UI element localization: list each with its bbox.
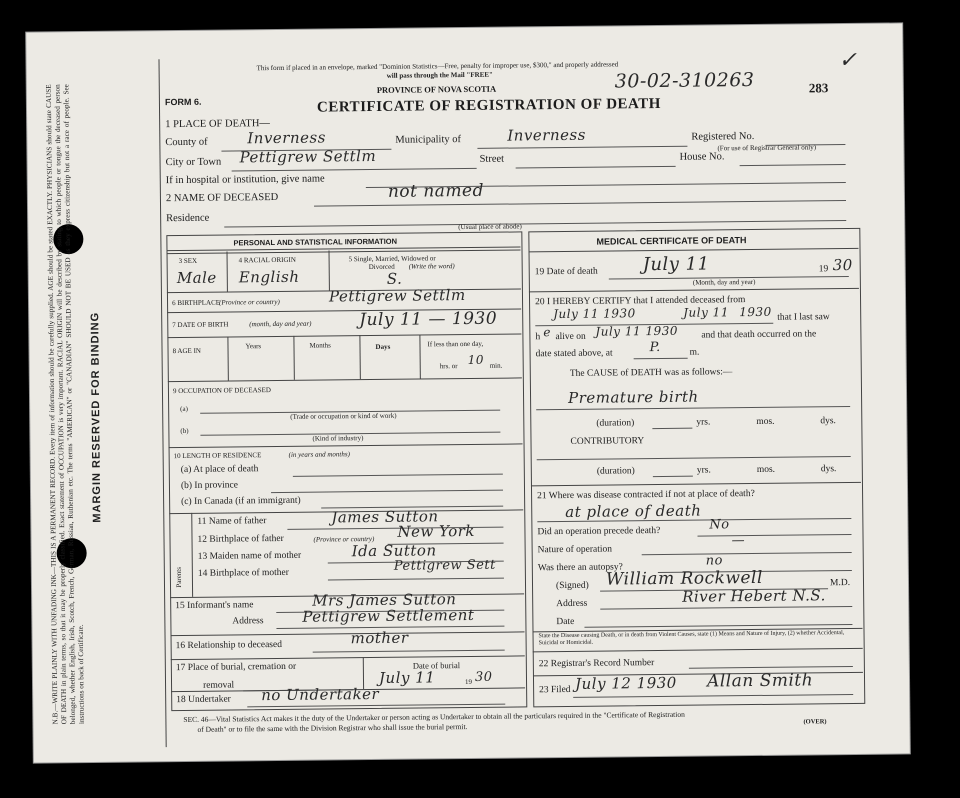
- registrar-signature: Allan Smith: [706, 670, 814, 692]
- certificate-paper: [26, 23, 910, 762]
- province: PROVINCE OF NOVA SCOTIA: [376, 83, 497, 95]
- registered-label: Registered No.: [691, 130, 755, 143]
- sex-value: Male: [176, 268, 217, 288]
- physician-date-label: Date: [556, 616, 575, 628]
- page-number: 283: [808, 80, 829, 96]
- yrs-1: yrs.: [696, 417, 711, 428]
- cause-instructions: State the Disease causing Death, or in death from Violent Causes, state (1) Means and Nature of Injury, (2) whether Accidental, Suicidal or Homicidal.: [538, 630, 845, 647]
- dob-note: (month, day and year): [249, 319, 312, 329]
- marital-value: S.: [386, 269, 403, 288]
- residence-length-note: (in years and months): [288, 450, 350, 459]
- physician-address-value: River Hebert N.S.: [682, 586, 826, 606]
- mother-value: Ida Sutton: [351, 541, 437, 561]
- duration-2: (duration): [596, 466, 635, 477]
- dys-2: dys.: [820, 464, 837, 475]
- less-than-day: If less than one day,: [427, 339, 484, 349]
- city-label: City or Town: [165, 156, 222, 169]
- certify-label: 20 I HEREBY CERTIFY that I attended deceased from: [535, 295, 746, 308]
- removal-label: removal: [202, 680, 235, 691]
- attended-to-year: 1930: [739, 304, 772, 320]
- margin-instructions: N.B.—WRITE PLAINLY WITH UNFADING INK—THIS IS A PERMANENT RECORD. Every item of information should be carefully supplied. AGE should be stated EXACTLY. PHYSICIANS should state CAUSE OF DEATH in plain terms, so that it may be properly classified. Exact statement of OCCUPATION is very important. RACIAL ORIGIN will be described by stating to which people or tongue the deceased person belonged, whether English, Irish, Scotch, French, German, Russian, Ruthenian etc. The terms "AMERICAN" or "CANADIAN" SHOULD NOT BE USED as they express citizenship but not a race of people. See instructions on back of Certificate.: [44, 84, 86, 725]
- burial-year-prefix: 19: [464, 677, 473, 687]
- father-value: James Sutton: [331, 507, 439, 527]
- marital-note: (Write the word): [408, 262, 455, 271]
- occupation-a: (a): [180, 404, 188, 414]
- cause-value: Premature birth: [567, 387, 699, 407]
- envelope-note: This form if placed in an envelope, marked "Dominion Statistics—Free, penalty for improper use, $300," and properly addressed: [256, 60, 619, 73]
- birthplace-value: Pettigrew Settlm: [328, 286, 466, 306]
- informant-label: 15 Informant's name: [175, 600, 254, 612]
- relationship-label: 16 Relationship to deceased: [175, 639, 283, 652]
- dob-label: 7 DATE OF BIRTH: [172, 320, 229, 330]
- residence-note: (Usual place of abode): [458, 222, 522, 232]
- alive-pronoun: e: [543, 325, 552, 340]
- disease-contracted-label: 21 Where was disease contracted if not at place of death?: [537, 489, 755, 502]
- father-birthplace-note: (Province or country): [313, 534, 375, 544]
- residence-c: (c) In Canada (if an immigrant): [181, 495, 301, 508]
- occupation-b-note: (Kind of industry): [312, 434, 364, 443]
- house-label: House No.: [679, 151, 725, 163]
- check-mark: ✓: [838, 47, 858, 74]
- burial-label: 17 Place of burial, cremation or: [175, 661, 297, 674]
- place-of-death-label: 1 PLACE OF DEATH—: [165, 118, 270, 131]
- informant-address-label: Address: [232, 616, 264, 627]
- over-label: (OVER): [803, 718, 827, 726]
- cause-label: The CAUSE of DEATH was as follows:—: [569, 367, 733, 379]
- margin-title: MARGIN RESERVED FOR BINDING: [89, 311, 104, 523]
- filed-label: 23 Filed: [539, 684, 571, 696]
- time-suffix: m.: [689, 347, 700, 358]
- operation-value: No: [709, 517, 730, 533]
- medical-heading: MEDICAL CERTIFICATE OF DEATH: [596, 235, 747, 247]
- mos-2: mos.: [756, 464, 776, 475]
- undertaker-value: no Undertaker: [261, 684, 380, 705]
- death-occurred-label: and that death occurred on the: [701, 329, 817, 341]
- operation-label: Did an operation precede death?: [537, 525, 661, 538]
- municipality-value: Inverness: [507, 125, 586, 145]
- attended-to: July 11: [683, 305, 729, 320]
- yrs-2: yrs.: [696, 465, 711, 476]
- signed-label: (Signed): [555, 580, 589, 592]
- father-label: 11 Name of father: [197, 516, 267, 527]
- marital-label-2: Divorced: [368, 262, 395, 272]
- relationship-value: mother: [350, 628, 409, 648]
- attended-from: July 11 1930: [553, 306, 636, 322]
- autopsy-label: Was there an autopsy?: [537, 562, 623, 574]
- occupation-b: (b): [180, 426, 189, 436]
- residence-label: Residence: [166, 212, 210, 225]
- race-value: English: [238, 267, 300, 287]
- age-label: 8 AGE IN: [172, 346, 201, 356]
- sec46-note-2: of Death" or to file the same with the Division Registrar who shall issue the burial permit.: [197, 722, 468, 734]
- envelope-note-2: will pass through the Mail "FREE": [386, 70, 493, 80]
- hrs-label: hrs. or: [439, 362, 458, 371]
- undertaker-label: 18 Undertaker: [176, 694, 231, 706]
- physician-address-label: Address: [556, 598, 588, 610]
- dys-1: dys.: [820, 416, 836, 427]
- registrar-record-label: 22 Registrar's Record Number: [538, 658, 655, 670]
- burial-year: 30: [474, 669, 493, 685]
- residence-b: (b) In province: [180, 480, 238, 492]
- informant-value: Mrs James Sutton: [312, 590, 457, 610]
- filed-date: July 12 1930: [574, 673, 677, 693]
- date-of-death-value: July 11: [642, 253, 710, 276]
- sec46-note: SEC. 46—Vital Statistics Act makes it the duty of the Undertaker or person acting as Undertaker to obtain all the particulars required in the "Certificate of Registration: [183, 709, 685, 724]
- father-birthplace-value: New York: [397, 521, 476, 541]
- date-of-death-year: 30: [832, 255, 853, 275]
- county-label: County of: [165, 136, 208, 149]
- parents-label: Parents: [174, 566, 184, 588]
- county-value: Inverness: [247, 128, 326, 148]
- residence-a: (a) At place of death: [180, 464, 259, 476]
- occupation-label: 9 OCCUPATION OF DECEASED: [172, 386, 271, 396]
- name-value: not named: [387, 180, 485, 202]
- burial-date-label: Date of burial: [412, 660, 461, 671]
- mos-1: mos.: [756, 416, 775, 427]
- alive-date: July 11 1930: [595, 323, 679, 339]
- dob-value: July 11 — 1930: [359, 308, 498, 331]
- city-value: Pettigrew Settlm: [239, 146, 377, 167]
- residence-length-label: 10 LENGTH OF RESIDENCE: [173, 451, 262, 461]
- registration-number-handwritten: 30-02-310263: [614, 68, 755, 93]
- date-of-death-note: (Month, day and year): [692, 277, 756, 287]
- alive-prefix: h: [535, 332, 541, 343]
- autopsy-value: no: [705, 553, 724, 569]
- minutes-value: 10: [467, 352, 485, 368]
- father-birthplace-label: 12 Birthplace of father: [197, 533, 284, 545]
- hospital-label: If in hospital or institution, give name: [165, 173, 325, 187]
- years-label: Years: [245, 342, 262, 351]
- disease-contracted-value: at place of death: [565, 501, 702, 521]
- contributory-label: CONTRIBUTORY: [570, 436, 645, 447]
- personal-heading: PERSONAL AND STATISTICAL INFORMATION: [233, 236, 398, 248]
- months-label: Months: [309, 341, 331, 350]
- form-number: FORM 6.: [164, 96, 202, 108]
- date-of-death-label: 19 Date of death: [534, 266, 598, 278]
- municipality-label: Municipality of: [395, 134, 462, 146]
- date-of-death-year-prefix: 19: [818, 264, 829, 275]
- last-saw-label: that I last saw: [777, 312, 830, 323]
- mother-birthplace-value: Pettigrew Sett: [393, 557, 496, 574]
- alive-on-label: alive on: [555, 331, 586, 343]
- occupation-a-note: (Trade or occupation or kind of work): [290, 411, 397, 421]
- physician-signature: William Rockwell: [605, 567, 763, 590]
- days-label: Days: [375, 342, 391, 351]
- certificate-title: CERTIFICATE OF REGISTRATION OF DEATH: [316, 95, 661, 116]
- time-value: P.: [649, 339, 661, 356]
- nature-operation-label: Nature of operation: [537, 544, 613, 556]
- informant-address-value: Pettigrew Settlement: [302, 605, 475, 626]
- mother-label: 13 Maiden name of mother: [197, 550, 302, 562]
- birthplace-note: (Province or country): [218, 297, 280, 307]
- street-label: Street: [479, 153, 505, 165]
- date-stated-label: date stated above, at: [535, 348, 613, 360]
- burial-date-value: July 11: [378, 668, 436, 687]
- sex-label: 3 SEX: [178, 256, 198, 266]
- duration-1: (duration): [596, 418, 635, 429]
- md-label: M.D.: [829, 578, 851, 589]
- nature-operation-value: —: [731, 533, 746, 549]
- min-label: min.: [489, 361, 503, 370]
- name-label: 2 NAME OF DECEASED: [165, 191, 279, 205]
- race-label: 4 RACIAL ORIGIN: [238, 255, 296, 265]
- registered-note: (For use of Registrar General only): [717, 143, 817, 153]
- birthplace-label: 6 BIRTHPLACE: [172, 298, 221, 308]
- marital-label: 5 Single, Married, Widowed or: [348, 254, 436, 264]
- mother-birthplace-label: 14 Birthplace of mother: [197, 567, 289, 579]
